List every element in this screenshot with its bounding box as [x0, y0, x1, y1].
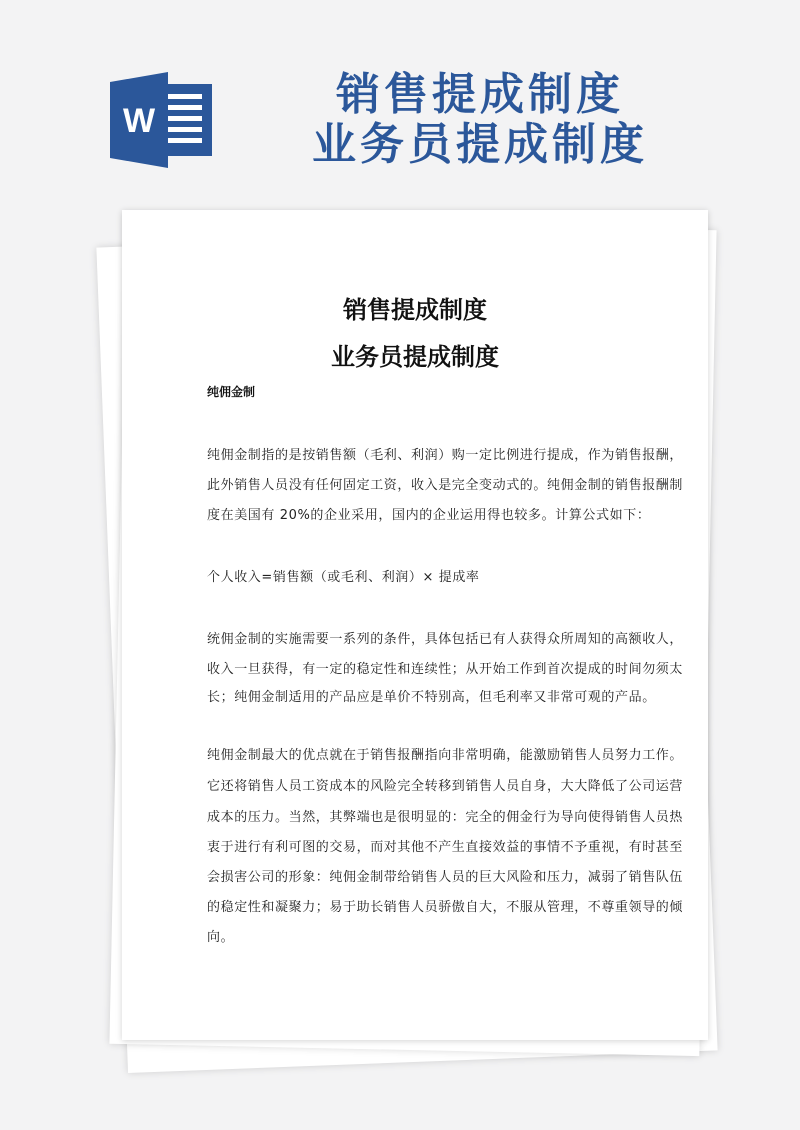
formula-line: 个人收入=销售额（或毛利、利润）× 提成率 [207, 570, 480, 585]
paragraph-line: 统佣金制的实施需要一系列的条件，具体包括已有人获得众所周知的高额收人， [207, 632, 684, 647]
paragraph-line: 会损害公司的形象：纯佣金制带给销售人员的巨大风险和压力，减弱了销售队伍 [207, 870, 684, 885]
document-subtitle: 业务员提成制度 [331, 343, 499, 371]
paragraph-line: 此外销售人员没有任何固定工资，收入是完全变动式的。纯佣金制的销售报酬制 [207, 478, 684, 493]
document-title: 销售提成制度 [343, 296, 487, 324]
paragraph-line: 长；纯佣金制适用的产品应是单价不特别高，但毛利率又非常可观的产品。 [207, 690, 656, 705]
word-logo-icon [110, 72, 214, 168]
banner-title [270, 70, 690, 170]
section-heading: 纯佣金制 [207, 385, 256, 399]
paragraph-line: 收入一旦获得，有一定的稳定性和连续性；从开始工作到首次提成的时间勿须太 [207, 662, 684, 677]
paragraph-line: 纯佣金制最大的优点就在于销售报酬指向非常明确，能激励销售人员努力工作。 [207, 748, 684, 763]
paragraph-line: 衷于进行有利可图的交易，而对其他不产生直接效益的事情不予重视，有时甚至 [207, 840, 684, 855]
paragraph-line: 成本的压力。当然，其弊端也是很明显的：完全的佣金行为导向使得销售人员热 [207, 810, 684, 825]
paragraph-line: 它还将销售人员工资成本的风险完全转移到销售人员自身，大大降低了公司运营 [207, 779, 684, 794]
banner-title-line2: 业务员提成制度 [312, 119, 648, 170]
paragraph-line: 度在美国有 20%的企业采用，国内的企业运用得也较多。计算公式如下： [207, 508, 651, 523]
paragraph-line: 的稳定性和凝聚力；易于助长销售人员骄傲自大，不服从管理，不尊重领导的倾 [207, 900, 684, 915]
banner-title-line1: 销售提成制度 [336, 69, 624, 120]
svg-text:W: W [122, 102, 156, 140]
paragraph-line: 纯佣金制指的是按销售额（毛利、利润）购一定比例进行提成，作为销售报酬， [207, 448, 684, 463]
paragraph-line: 向。 [207, 930, 235, 945]
document-page [122, 210, 708, 1040]
